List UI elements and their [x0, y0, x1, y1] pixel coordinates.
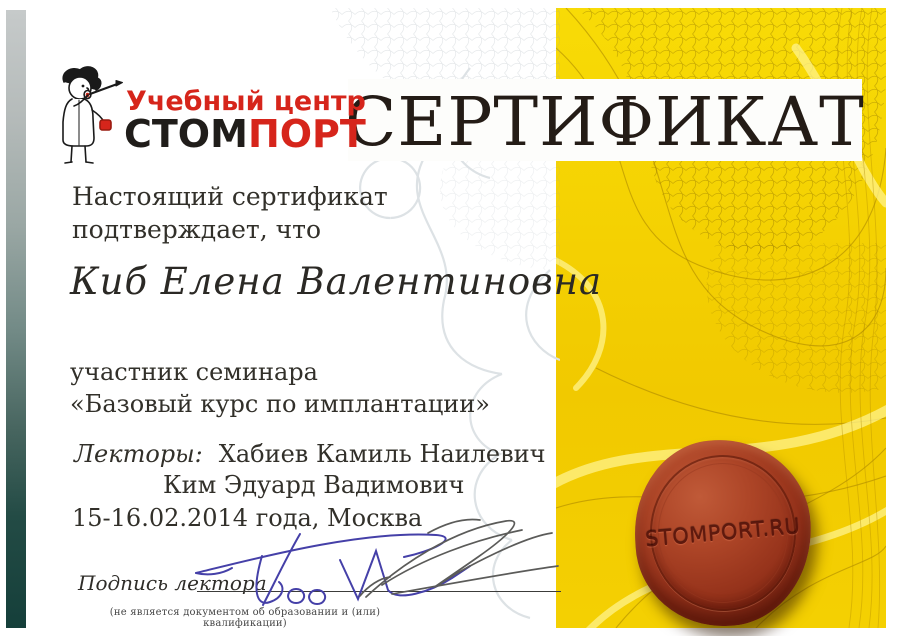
seminar-line-2: «Базовый курс по имплантации»: [70, 390, 490, 418]
signature-gray: [360, 520, 558, 597]
intro-line-1: Настоящий сертификат: [72, 182, 388, 211]
signature-label: Подпись лектора: [78, 571, 267, 595]
date-place: 15-16.02.2014 года, Москва: [72, 504, 423, 532]
logo-center-label: Учебный центр: [126, 86, 366, 117]
seal-text: STOMPORT.RU: [644, 514, 802, 552]
disclaimer: (не является документом об образовании и (или) квалификации): [109, 607, 381, 629]
signature-blue: [196, 534, 470, 605]
logo-brand-port: ПОРТ: [247, 112, 366, 156]
lecturer-2: Ким Эдуард Вадимович: [163, 471, 465, 499]
logo-brand-stom: СТОМ: [124, 112, 248, 156]
page-title: СЕРТИФИКАТ: [345, 82, 865, 161]
lecturers-label: Лекторы:: [74, 440, 203, 468]
lecturer-1: Хабиев Камиль Наилевич: [218, 440, 546, 468]
recipient-name: Киб Елена Валентиновна: [70, 260, 603, 303]
seminar-line-1: участник семинара: [70, 358, 318, 386]
intro-line-2: подтверждает, что: [72, 215, 322, 244]
